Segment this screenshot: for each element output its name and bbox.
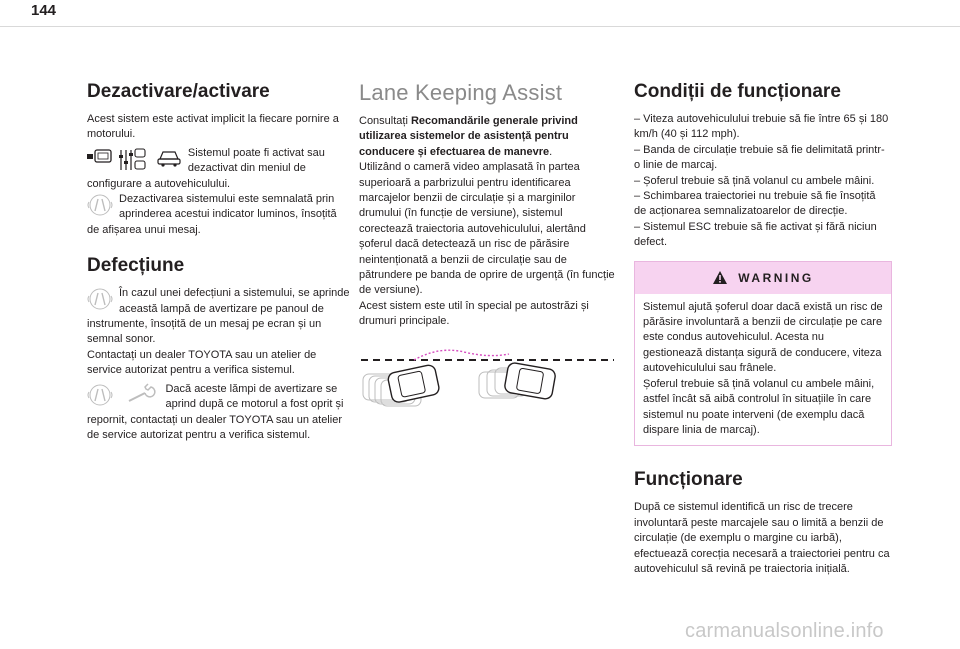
condition-item: – Sistemul ESC trebuie să fie activat și fără niciun defect.: [634, 220, 877, 249]
deactivate-heading: Dezactivare/activare: [87, 81, 270, 102]
screen-icon: [87, 147, 113, 167]
warning-title: WARNING: [738, 270, 814, 285]
lane-keeping-heading: Lane Keeping Assist: [359, 80, 563, 105]
deactivate-paragraph-2: Sistemul poate fi activat sau dezactivat din meniul de configurare a autovehiculului.: [87, 146, 325, 190]
consult-link[interactable]: Recomandările generale privind utilizarea sistemelor de asistență pentru conducere și efectuarea de manevre: [359, 115, 578, 158]
watermark: carmanualsonline.info: [685, 620, 884, 642]
body-paragraph-1: Utilizând o cameră video amplasată în partea superioară a parbrizului pentru identificarea marcajelor benzii de circulație și a marginilor drumului (în funcție de versiune), sistemul corectează traiectoria autovehiculului, alertând șoferul dacă detectează un risc de părăsire neintenționată a benzii de circulație sau de pătrundere pe banda de oprire de urgență (în funcție de versiune).: [359, 161, 615, 297]
condition-item: – Viteza autovehiculului trebuie să fie între 65 și 180 km/h (40 și 112 mph).: [634, 113, 889, 141]
fault-paragraph-3: Dacă aceste lămpi de avertizare se aprind după ce motorul a fost oprit și repornit, contactați un dealer TOYOTA sau un atelier de service autorizat pentru a verifica sistemul.: [87, 382, 344, 441]
body-paragraph-2: Acest sistem este util în special pe autostrăzi și drumuri principale.: [359, 299, 589, 328]
column-1: [87, 80, 350, 443]
condition-item: – Schimbarea traiectoriei nu trebuie să fie însoțită de acționarea semnalizatoarelor de direcție.: [634, 190, 876, 218]
warning-body: [635, 294, 891, 446]
page-number: 144: [31, 2, 57, 19]
settings-icon: [117, 147, 147, 173]
warning-paragraph-1: Sistemul ajută șoferul doar dacă există un risc de părăsire involuntară a benzii de circulație pe care este condus autovehiculul. Acesta nu gestionează distanța sigură de conducere, viteza autovehiculului sau frânele.: [643, 300, 883, 375]
deactivate-paragraph-3: Dezactivarea sistemului este semnalată prin aprinderea acestui indicator luminos, însoțită de afișarea unui mesaj.: [87, 193, 337, 236]
car-icon: [156, 147, 182, 169]
consult-prefix: Consultați: [359, 115, 411, 127]
fault-paragraph-1: În cazul unei defecțiuni a sistemului, se aprinde această lampă de avertizare pe panoul de instrumente, însoțită de un mesaj pe ecran și un semnal sonor.: [87, 287, 350, 346]
lane-assist-illustration: [359, 348, 616, 428]
car-left: [387, 364, 440, 403]
lane-warning-icon: [87, 383, 113, 407]
deactivate-paragraph-1: Acest sistem este activat implicit la fiecare pornire a motorului.: [87, 113, 339, 141]
correction-wave: [414, 350, 509, 360]
consult-suffix: .: [549, 145, 553, 158]
column-3: [634, 80, 890, 577]
conditions-list: [634, 112, 890, 251]
condition-item: – Șoferul trebuie să țină volanul cu ambele mâini.: [634, 174, 875, 187]
fault-heading: Defecțiune: [87, 255, 185, 277]
warning-triangle-icon: [712, 270, 728, 285]
lane-warning-icon: [87, 193, 113, 217]
conditions-heading: Condiții de funcționare: [634, 81, 841, 102]
icon-group: [87, 383, 159, 407]
fault-paragraph-2: Contactați un dealer TOYOTA sau un atelier de service autorizat pentru a verifica sistemul.: [87, 348, 317, 377]
condition-item: – Banda de circulație trebuie să fie delimitată printr-o linie de marcaj.: [634, 143, 885, 172]
warning-paragraph-2: Șoferul trebuie să țină volanul cu ambele mâini, astfel încât să aibă controlul în situațiile în care sistemul nu poate interveni (de exemplu dacă dispare linia de marcaj).: [643, 377, 875, 436]
consult-paragraph: [359, 114, 616, 160]
icon-group: [87, 147, 182, 173]
warning-header: [635, 262, 891, 294]
top-rule: [0, 26, 960, 27]
column-2: [359, 80, 616, 428]
operation-heading: Funcționare: [634, 469, 743, 491]
warning-box: [634, 261, 892, 447]
lane-warning-icon: [87, 287, 113, 311]
operation-paragraph: După ce sistemul identifică un risc de trecere involuntară peste marcajele sau o limită a benzii de circulație (de exemplu o margine cu iarbă), efectuează corecția necesară a traiectoriei pentru ca autovehiculul să revină pe traiectoria inițială.: [634, 501, 890, 575]
wrench-icon: [125, 383, 159, 407]
